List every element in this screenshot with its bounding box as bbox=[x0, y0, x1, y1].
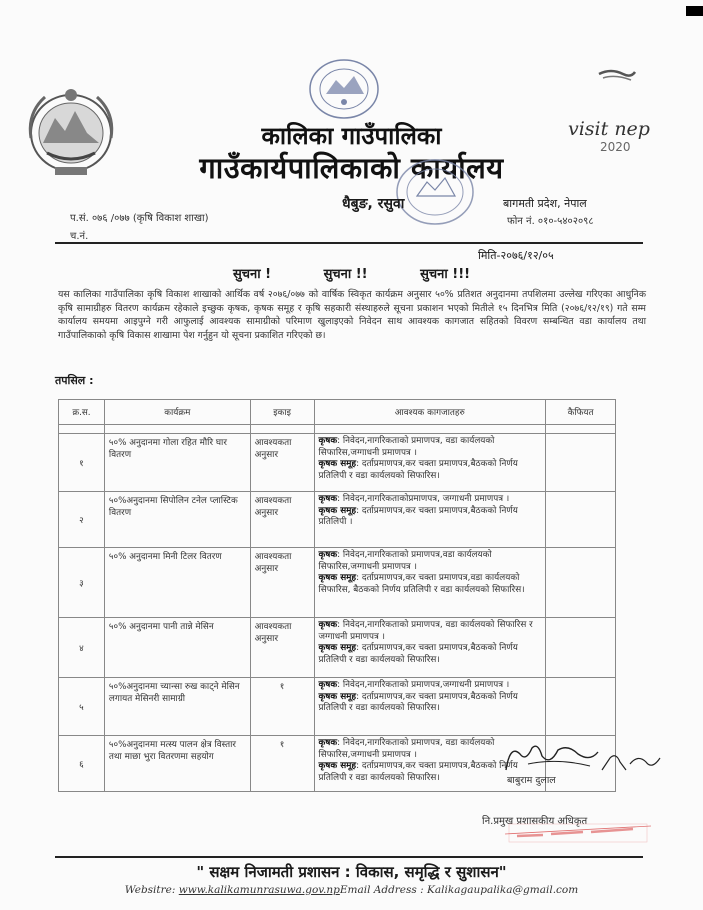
row-program: ५०% अनुदानमा मिनी टिलर वितरण bbox=[104, 548, 250, 618]
row-documents bbox=[314, 434, 546, 492]
dispatch-number: च.नं. bbox=[70, 231, 89, 242]
phone-number: फोन नं. ०१०-५४०२०९८ bbox=[507, 216, 594, 227]
municipality-seal-icon bbox=[308, 58, 380, 120]
row-unit: १ bbox=[250, 678, 314, 736]
row-program: ५०%अनुदानमा मत्स्य पालन क्षेत्र विस्तार तथा माछा भुरा वितरणमा सहयोग bbox=[104, 736, 250, 792]
row-serial: ६ bbox=[59, 736, 105, 792]
notice-heading-3: सुचना !!! bbox=[420, 267, 471, 282]
row-program: ५०%अनुदानमा सिपोलिन टनेल प्लास्टिक वितरण bbox=[104, 492, 250, 548]
reference-number: प.सं. ०७६ /०७७ (कृषि विकाश शाखा) bbox=[70, 213, 209, 224]
table-row bbox=[59, 678, 616, 736]
doc-requirement: कृषक समूह: दर्ताप्रमाणपत्र,कर चक्ता प्रमाणपत्र,बैठकको निर्णय प्रतिलिपी र वडा कार्यलयको सिफारिस। bbox=[318, 459, 518, 481]
row-unit: आवश्यकता अनुसार bbox=[250, 618, 314, 678]
visit-nepal-logo-text: visit nep bbox=[568, 118, 650, 140]
col-header-remarks: कैफियत bbox=[546, 400, 616, 425]
row-program: ५०% अनुदानमा पानी तान्ने मेसिन bbox=[104, 618, 250, 678]
footer-motto: " सक्षम निजामती प्रशासन : विकास, समृद्धि र सुशासन" bbox=[196, 863, 507, 881]
visit-nepal-year: 2020 bbox=[600, 140, 631, 154]
row-serial: १ bbox=[59, 434, 105, 492]
office-address: धैबुङ, रसुवा bbox=[342, 196, 405, 212]
row-documents bbox=[314, 492, 546, 548]
row-documents bbox=[314, 548, 546, 618]
row-serial: ४ bbox=[59, 618, 105, 678]
footer-contact bbox=[0, 884, 703, 896]
row-serial: ३ bbox=[59, 548, 105, 618]
doc-requirement: कृषक समूह: दर्ताप्रमाणपत्र,कर चक्ता प्रमाणपत्र,वडा कार्यलयको सिफारिस, बैठकको निर्णय प्रतिलिपी र वडा कार्यलयको सिफारिस। bbox=[318, 573, 525, 595]
table-row bbox=[59, 618, 616, 678]
row-serial: २ bbox=[59, 492, 105, 548]
website-link[interactable]: www.kalikamunrasuwa.gov.np bbox=[178, 884, 340, 896]
row-remarks bbox=[546, 678, 616, 736]
requirements-table bbox=[58, 399, 616, 792]
notice-heading-2: सुचना !! bbox=[323, 267, 368, 282]
doc-requirement: कृषक समूह: दर्ताप्रमाणपत्र,कर चक्ता प्रमाणपत्र,बैठकको निर्णय प्रतिलिपी र वडा कार्यलयको सिफारिस। bbox=[318, 691, 518, 713]
row-documents bbox=[314, 618, 546, 678]
notice-headings bbox=[0, 264, 703, 282]
row-unit: १ bbox=[250, 736, 314, 792]
notice-heading-1: सुचना ! bbox=[232, 267, 272, 282]
doc-requirement: कृषक समूह: दर्ताप्रमाणपत्र,कर चक्ता प्रमाणपत्र,बैठकको निर्णय प्रतिलिपी । bbox=[318, 505, 518, 527]
row-remarks bbox=[546, 618, 616, 678]
signatory-name: बाबुराम दुलाल bbox=[507, 775, 556, 786]
row-serial: ५ bbox=[59, 678, 105, 736]
col-header-unit: इकाइ bbox=[250, 400, 314, 425]
row-program: ५०%अनुदानमा च्यान्सा रुख काट्ने मेसिन लगायत मेसिनरी सामाग्री bbox=[104, 678, 250, 736]
table-header-row bbox=[59, 400, 616, 425]
signatory-title: नि.प्रमुख प्रशासकीय अधिकृत bbox=[482, 816, 588, 827]
doc-requirement: कृषक: निवेदन,नागरिकताको प्रमाणपत्र,वडा कार्यलयको सिफारिस,जग्गाधनी प्रमाणपत्र । bbox=[318, 550, 492, 572]
row-unit: आवश्यकता अनुसार bbox=[250, 434, 314, 492]
notice-body: यस कालिका गाउँपालिका कृषि विकाश शाखाको आर्थिक वर्ष २०७६/०७७ को वार्षिक स्विकृत कार्यक्रम अनुसार ५०% प्रतिशत अनुदानमा तपशिलमा उल्लेख गरिएका आधुनिक कृषि सामाग्रीहरु वितरण कार्यक्रम रहेकाले इच्छुक कृषक, कृषक समूह र कृषि सहकारी संस्थाहरुले सूचना प्रकाशन भएको मितीले १५ दिनभित्र मिति (२०७६/१२/१९) गते सम्म कार्यालय समयमा आइपुग्ने गरी आफुलाई आवश्यक सामाग्रीको परिमाण खुलाइएको निवेदन साथ आवश्यक कागजात सहितको विवरण सम्बन्धित वडा कार्यालय तथा गाउँपालिकाको कृषि विकास शाखामा पेश गर्नुहुन यो सूचना प्रकाशित गरिएको छ। bbox=[58, 289, 646, 341]
official-title-stamp-icon bbox=[503, 820, 653, 846]
letterhead-divider bbox=[55, 242, 643, 244]
row-unit: आवश्यकता अनुसार bbox=[250, 492, 314, 548]
col-header-serial: क्र.स. bbox=[59, 400, 105, 425]
province-name: बागमती प्रदेश, नेपाल bbox=[503, 197, 587, 210]
row-program: ५०% अनुदानमा गोला रहित मौरि घार वितरण bbox=[104, 434, 250, 492]
table-row bbox=[59, 548, 616, 618]
row-remarks bbox=[546, 492, 616, 548]
doc-requirement: कृषक: निवेदन,नागरिकताको प्रमाणपत्र, वडा कार्यलयको सिफारिस,जग्गाधनी प्रमाणपत्र । bbox=[318, 436, 495, 458]
table-row bbox=[59, 492, 616, 548]
doc-requirement: कृषक: निवेदन,नागरिकताकोप्रमाणपत्र, जग्गाधनी प्रमाणपत्र । bbox=[318, 494, 510, 504]
doc-requirement: कृषक समूह: दर्ताप्रमाणपत्र,कर चक्ता प्रमाणपत्र,बैठकको निर्णय प्रतिलिपी र वडा कार्यलयको सिफारिस। bbox=[318, 643, 518, 665]
table-spacer-row bbox=[59, 425, 616, 434]
office-round-seal-icon bbox=[395, 158, 475, 226]
footer-divider bbox=[55, 856, 643, 858]
doc-requirement: कृषक: निवेदन,नागरिकताको प्रमाणपत्र,जग्गाधनी प्रमाणपत्र । bbox=[318, 680, 510, 690]
website-label: Websitre: bbox=[124, 884, 176, 896]
details-label: तपसिल : bbox=[55, 374, 94, 387]
row-remarks bbox=[546, 434, 616, 492]
table-row bbox=[59, 434, 616, 492]
office-name: गाउँकार्यपालिकाको कार्यालय bbox=[199, 151, 504, 185]
row-documents bbox=[314, 678, 546, 736]
visit-nepal-logo-mark-icon bbox=[597, 68, 637, 82]
row-unit: आवश्यकता अनुसार bbox=[250, 548, 314, 618]
doc-requirement: कृषक समूह: दर्ताप्रमाणपत्र,कर चक्ता प्रमाणपत्र,बैठकको निर्णय प्रतिलिपी र वडा कार्यलयको सिफारिस। bbox=[318, 761, 518, 783]
doc-requirement: कृषक: निवेदन,नागरिकताको प्रमाणपत्र, वडा कार्यलयको सिफारिस,जग्गाधनी प्रमाणपत्र । bbox=[318, 738, 495, 760]
email-label: Email Address : bbox=[339, 884, 424, 896]
municipality-name: कालिका गाउँपालिका bbox=[261, 122, 442, 150]
col-header-program: कार्यक्रम bbox=[104, 400, 250, 425]
col-header-documents: आवश्यक कागजातहरु bbox=[314, 400, 546, 425]
scan-corner-mark bbox=[686, 6, 703, 16]
row-remarks bbox=[546, 548, 616, 618]
doc-requirement: कृषक: निवेदन,नागरिकताको प्रमाणपत्र, वडा कार्यलयको सिफारिस र जग्गाधनी प्रमाणपत्र । bbox=[318, 620, 533, 642]
notice-date: मिति-२०७६/१२/०५ bbox=[478, 249, 554, 262]
email-address[interactable]: Kalikagaupalika@gmail.com bbox=[427, 884, 579, 896]
